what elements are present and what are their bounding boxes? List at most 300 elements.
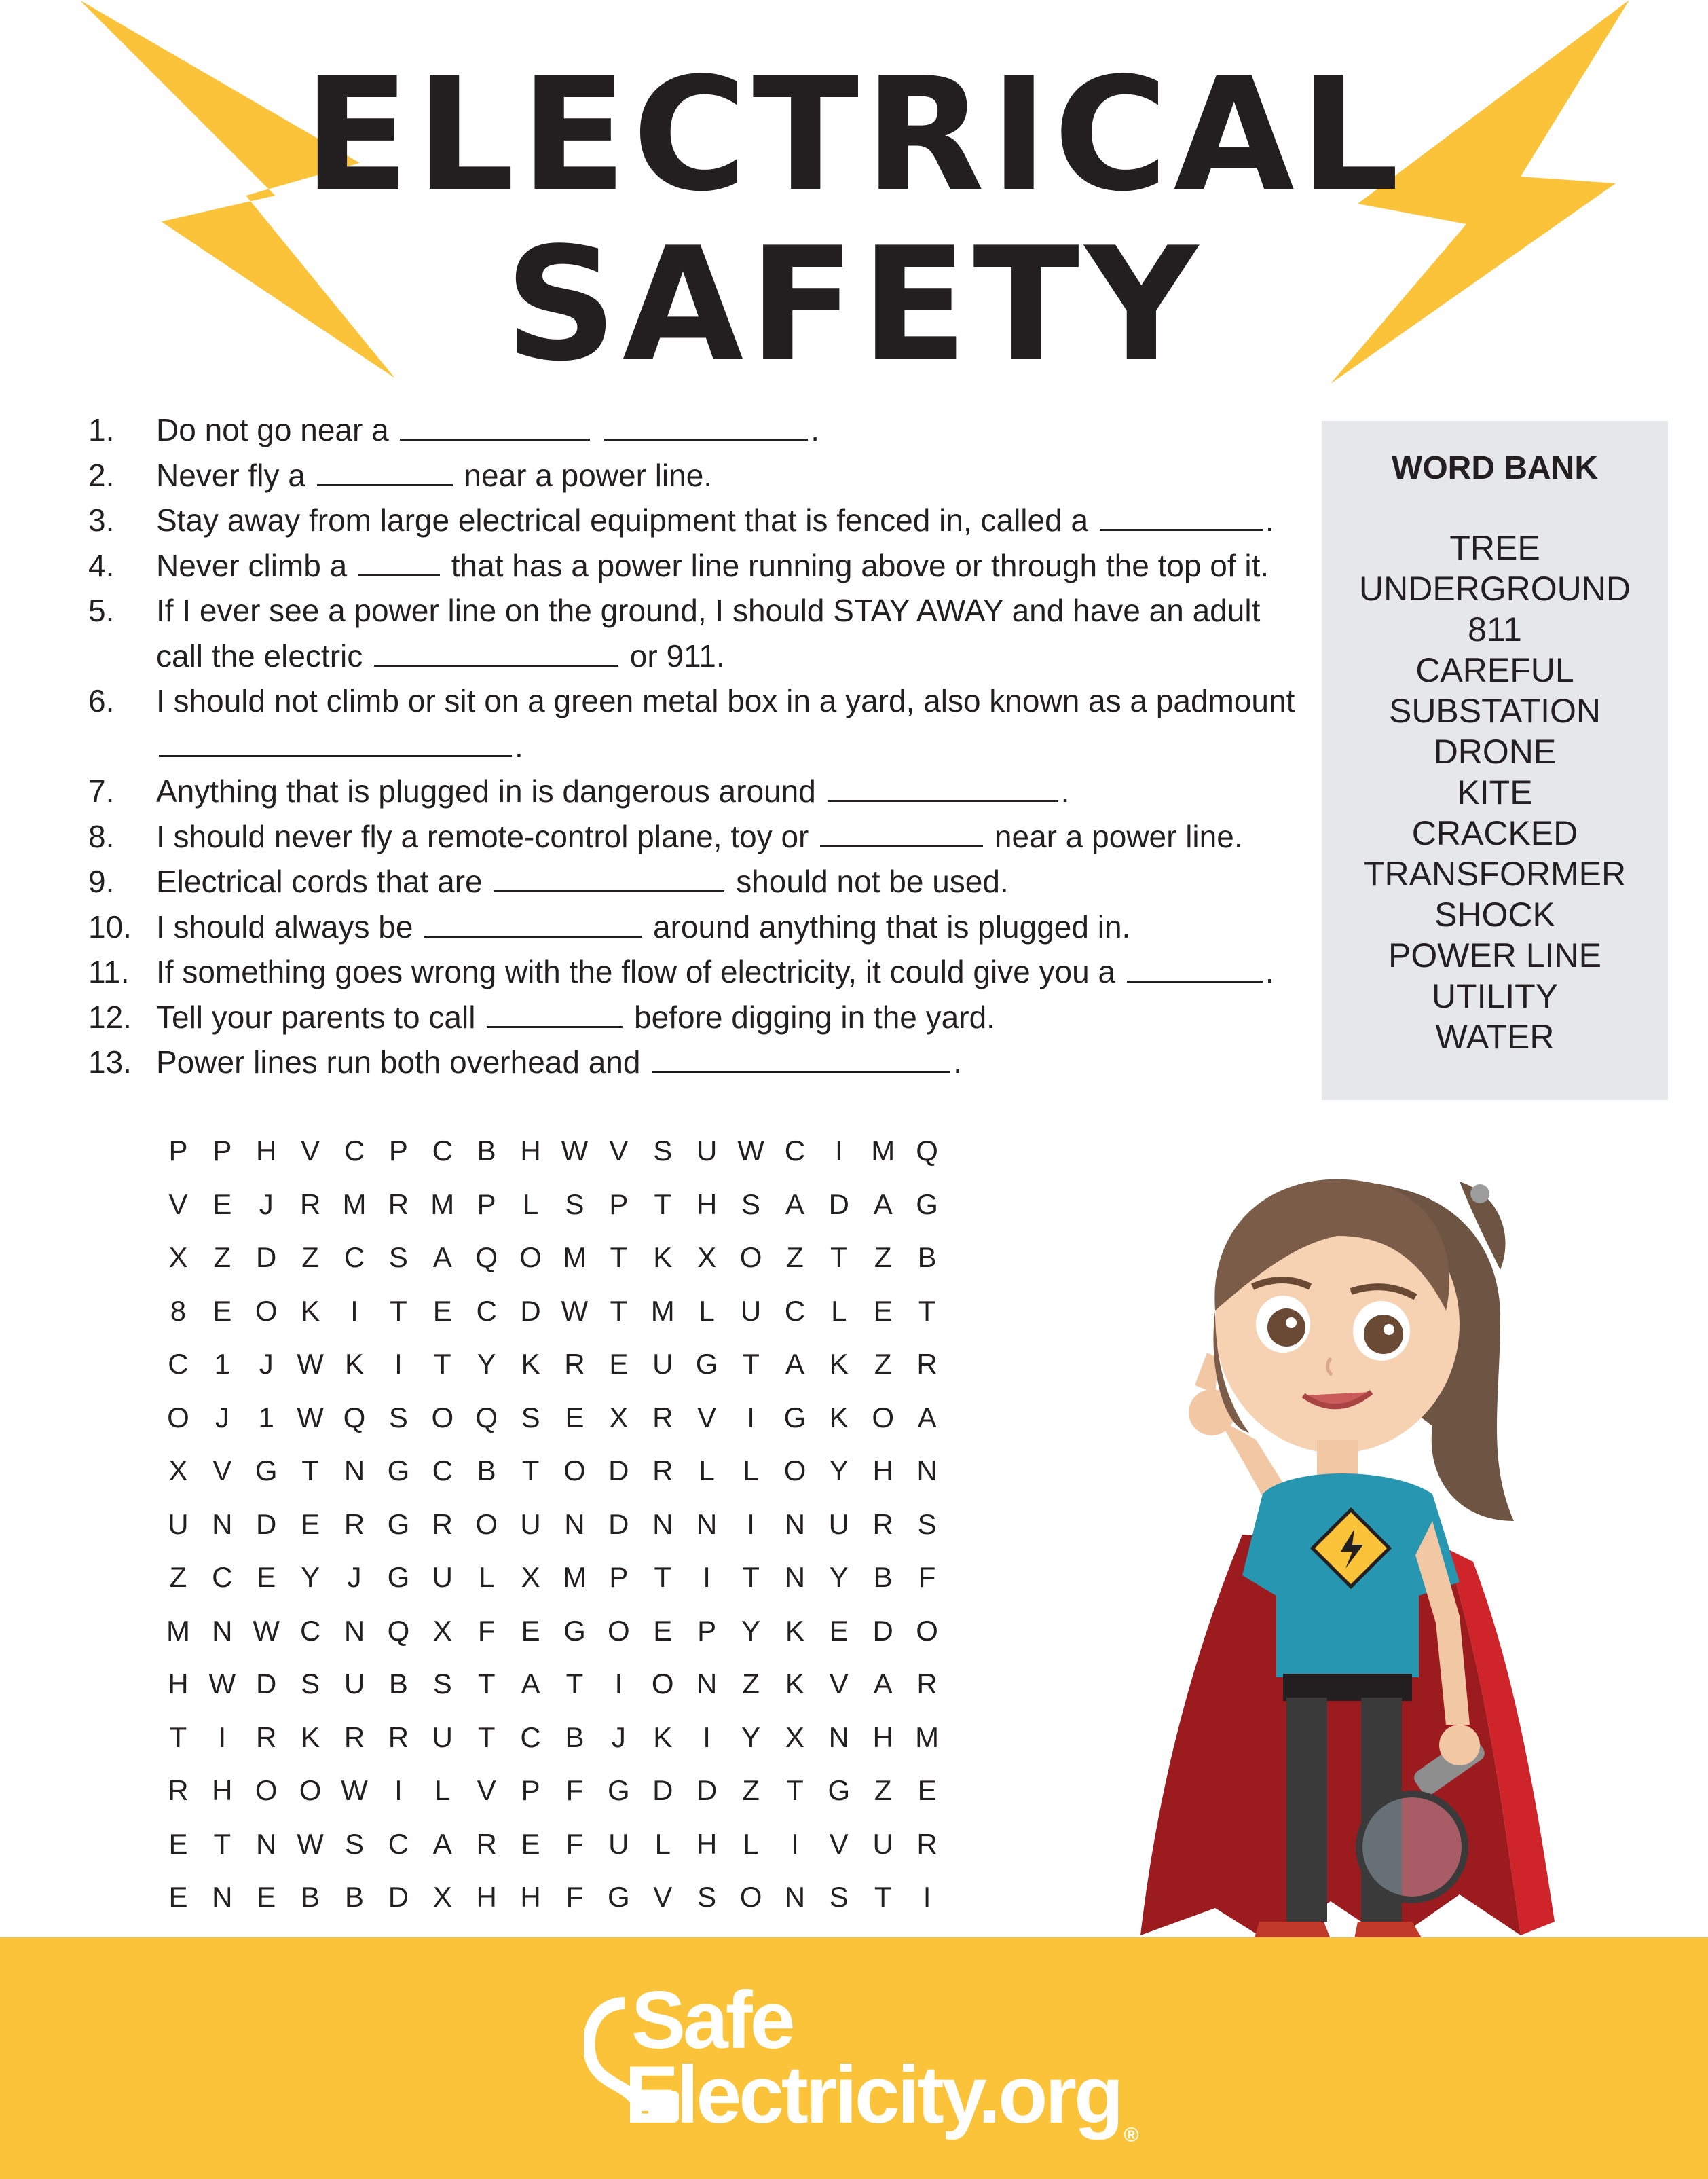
grid-letter[interactable]: Q <box>475 1241 498 1273</box>
answer-blank[interactable] <box>820 818 983 847</box>
grid-letter[interactable]: U <box>432 1561 453 1593</box>
grid-letter[interactable]: T <box>918 1294 936 1327</box>
grid-letter[interactable]: S <box>653 1135 673 1167</box>
grid-letter[interactable]: K <box>653 1241 673 1273</box>
grid-letter[interactable]: W <box>561 1135 589 1167</box>
grid-letter[interactable]: U <box>168 1507 189 1540</box>
grid-letter[interactable]: Z <box>742 1668 760 1700</box>
grid-letter[interactable]: S <box>388 1401 408 1433</box>
grid-letter[interactable]: N <box>344 1614 365 1647</box>
grid-letter[interactable]: C <box>784 1135 806 1167</box>
grid-letter[interactable]: I <box>394 1774 403 1806</box>
grid-letter[interactable]: D <box>256 1507 277 1540</box>
grid-letter[interactable]: H <box>212 1774 233 1806</box>
grid-letter[interactable]: P <box>609 1188 629 1220</box>
grid-letter[interactable]: A <box>873 1668 893 1700</box>
grid-letter[interactable]: T <box>213 1827 231 1860</box>
grid-letter[interactable]: I <box>218 1721 227 1753</box>
grid-row <box>156 1448 949 1502</box>
grid-letter[interactable]: K <box>785 1614 804 1647</box>
grid-letter[interactable]: S <box>697 1881 717 1913</box>
grid-letter[interactable]: N <box>784 1561 806 1593</box>
grid-letter[interactable]: N <box>696 1507 718 1540</box>
grid-letter[interactable]: S <box>917 1507 937 1540</box>
grid-letter[interactable]: R <box>344 1507 365 1540</box>
grid-letter[interactable]: X <box>432 1614 452 1647</box>
grid-letter[interactable]: M <box>871 1135 895 1167</box>
grid-letter[interactable]: T <box>169 1721 187 1753</box>
grid-letter[interactable]: O <box>519 1241 542 1273</box>
grid-letter[interactable]: K <box>785 1668 804 1700</box>
grid-letter[interactable]: B <box>917 1241 937 1273</box>
grid-letter[interactable]: O <box>563 1454 586 1486</box>
grid-letter[interactable]: Y <box>829 1561 849 1593</box>
grid-letter[interactable]: E <box>257 1561 276 1593</box>
grid-letter[interactable]: T <box>565 1668 584 1700</box>
grid-letter[interactable]: E <box>917 1774 937 1806</box>
question-text: Never climb a that has a power line running above or through the top of it. <box>156 547 1269 583</box>
grid-letter[interactable]: C <box>432 1454 453 1486</box>
answer-blank[interactable] <box>494 863 724 892</box>
grid-letter[interactable]: C <box>212 1561 233 1593</box>
grid-letter[interactable]: N <box>784 1507 806 1540</box>
grid-letter[interactable]: I <box>747 1507 755 1540</box>
grid-letter[interactable]: S <box>521 1401 540 1433</box>
grid-letter[interactable]: O <box>299 1774 322 1806</box>
grid-letter[interactable]: C <box>784 1294 806 1327</box>
grid-letter[interactable]: C <box>520 1721 541 1753</box>
grid-letter[interactable]: O <box>739 1881 762 1913</box>
grid-letter[interactable]: G <box>828 1774 851 1806</box>
grid-letter[interactable]: G <box>387 1507 410 1540</box>
grid-letter[interactable]: T <box>654 1561 672 1593</box>
grid-letter[interactable]: I <box>703 1561 711 1593</box>
grid-letter[interactable]: B <box>345 1881 365 1913</box>
question-text: If something goes wrong with the flow of electricity, it could give you a . <box>156 954 1274 989</box>
grid-letter[interactable]: X <box>432 1881 452 1913</box>
question-number: 11. <box>88 954 130 989</box>
grid-letter[interactable]: B <box>388 1668 408 1700</box>
answer-blank[interactable] <box>1100 502 1263 531</box>
grid-letter[interactable]: L <box>699 1294 715 1327</box>
answer-blank[interactable] <box>1127 953 1263 983</box>
grid-letter[interactable]: N <box>652 1507 673 1540</box>
grid-letter[interactable]: J <box>259 1348 274 1380</box>
grid-letter[interactable]: H <box>520 1881 541 1913</box>
grid-letter[interactable]: C <box>432 1135 453 1167</box>
question-item <box>88 543 1310 589</box>
grid-letter[interactable]: T <box>742 1348 760 1380</box>
question-number: 5. <box>88 593 115 628</box>
grid-letter[interactable]: G <box>255 1454 278 1486</box>
grid-letter[interactable]: L <box>654 1827 671 1860</box>
grid-letter[interactable]: I <box>614 1668 623 1700</box>
answer-blank[interactable] <box>604 411 808 441</box>
grid-letter[interactable]: N <box>212 1507 233 1540</box>
grid-letter[interactable]: O <box>167 1401 189 1433</box>
word-search-grid <box>156 1129 949 1928</box>
grid-letter[interactable]: H <box>696 1827 718 1860</box>
answer-blank[interactable] <box>424 909 642 938</box>
grid-letter[interactable]: T <box>521 1454 540 1486</box>
grid-letter[interactable]: U <box>520 1507 541 1540</box>
grid-letter[interactable]: V <box>653 1881 673 1913</box>
grid-letter[interactable]: A <box>873 1188 893 1220</box>
grid-letter[interactable]: P <box>212 1135 232 1167</box>
grid-letter[interactable]: D <box>388 1881 409 1913</box>
grid-letter[interactable]: R <box>916 1668 937 1700</box>
grid-letter[interactable]: Z <box>169 1561 187 1593</box>
grid-letter[interactable]: T <box>786 1774 804 1806</box>
grid-letter[interactable]: G <box>563 1614 586 1647</box>
grid-letter[interactable]: A <box>432 1827 452 1860</box>
grid-letter[interactable]: Y <box>741 1614 761 1647</box>
grid-letter[interactable]: E <box>873 1294 893 1327</box>
grid-letter[interactable]: I <box>747 1401 755 1433</box>
grid-letter[interactable]: L <box>743 1454 759 1486</box>
grid-letter[interactable]: E <box>212 1294 232 1327</box>
grid-letter[interactable]: Y <box>829 1454 849 1486</box>
grid-letter[interactable]: Z <box>874 1348 892 1380</box>
grid-letter[interactable]: M <box>915 1721 940 1753</box>
grid-letter[interactable]: Z <box>301 1241 319 1273</box>
grid-letter[interactable]: N <box>212 1614 233 1647</box>
grid-letter[interactable]: N <box>696 1668 718 1700</box>
grid-letter[interactable]: V <box>477 1774 496 1806</box>
grid-letter[interactable]: G <box>783 1401 806 1433</box>
grid-letter[interactable]: H <box>476 1881 497 1913</box>
grid-letter[interactable]: G <box>916 1188 938 1220</box>
grid-letter[interactable]: Q <box>916 1135 938 1167</box>
grid-letter[interactable]: S <box>432 1668 452 1700</box>
grid-letter[interactable]: 8 <box>170 1294 187 1327</box>
grid-letter[interactable]: K <box>301 1721 320 1753</box>
grid-letter[interactable]: H <box>872 1721 893 1753</box>
grid-letter[interactable]: N <box>916 1454 937 1486</box>
grid-letter[interactable]: H <box>872 1454 893 1486</box>
grid-letter[interactable]: T <box>654 1188 672 1220</box>
grid-letter[interactable]: O <box>255 1294 278 1327</box>
grid-letter[interactable]: A <box>432 1241 452 1273</box>
answer-blank[interactable] <box>487 999 623 1028</box>
grid-letter[interactable]: D <box>828 1188 849 1220</box>
grid-letter[interactable]: S <box>345 1827 365 1860</box>
grid-letter[interactable]: H <box>520 1135 541 1167</box>
grid-letter[interactable]: Q <box>475 1401 498 1433</box>
grid-letter[interactable]: E <box>301 1507 320 1540</box>
grid-letter[interactable]: X <box>609 1401 629 1433</box>
grid-letter[interactable]: I <box>703 1721 711 1753</box>
grid-letter[interactable]: W <box>341 1774 368 1806</box>
grid-letter[interactable]: T <box>301 1454 319 1486</box>
answer-blank[interactable] <box>358 547 440 576</box>
grid-letter[interactable]: P <box>609 1561 629 1593</box>
grid-letter[interactable]: 1 <box>258 1401 274 1433</box>
grid-letter[interactable]: R <box>652 1401 673 1433</box>
grid-letter[interactable]: Q <box>343 1401 366 1433</box>
grid-letter[interactable]: U <box>828 1507 849 1540</box>
grid-letter[interactable]: G <box>695 1348 718 1380</box>
grid-letter[interactable]: A <box>917 1401 937 1433</box>
grid-letter[interactable]: I <box>923 1881 931 1913</box>
grid-letter[interactable]: M <box>650 1294 675 1327</box>
grid-letter[interactable]: R <box>168 1774 189 1806</box>
word-bank-item: UTILITY <box>1431 977 1559 1015</box>
grid-letter[interactable]: W <box>297 1827 324 1860</box>
grid-letter[interactable]: Y <box>477 1348 496 1380</box>
grid-letter[interactable]: M <box>166 1614 190 1647</box>
grid-letter[interactable]: C <box>476 1294 497 1327</box>
grid-letter[interactable]: R <box>564 1348 585 1380</box>
grid-letter[interactable]: R <box>872 1507 893 1540</box>
grid-letter[interactable]: G <box>608 1881 630 1913</box>
grid-letter[interactable]: U <box>344 1668 365 1700</box>
grid-row <box>156 1715 949 1769</box>
grid-letter[interactable]: K <box>829 1348 849 1380</box>
grid-letter[interactable]: Z <box>874 1241 892 1273</box>
grid-letter[interactable]: I <box>791 1827 799 1860</box>
grid-letter[interactable]: R <box>476 1827 497 1860</box>
grid-letter[interactable]: R <box>299 1188 321 1220</box>
grid-letter[interactable]: S <box>741 1188 761 1220</box>
grid-letter[interactable]: B <box>873 1561 893 1593</box>
question-text: If I ever see a power line on the ground, I should STAY AWAY and have an adult call the electric or 911. <box>156 593 1261 674</box>
grid-letter[interactable]: E <box>257 1881 276 1913</box>
grid-letter[interactable]: T <box>477 1721 496 1753</box>
grid-letter[interactable]: C <box>344 1241 365 1273</box>
grid-letter[interactable]: G <box>608 1774 630 1806</box>
grid-letter[interactable]: T <box>610 1294 628 1327</box>
grid-letter[interactable]: T <box>390 1294 407 1327</box>
grid-letter[interactable]: D <box>520 1294 541 1327</box>
grid-letter[interactable]: T <box>742 1561 760 1593</box>
grid-letter[interactable]: T <box>610 1241 628 1273</box>
grid-letter[interactable]: D <box>608 1454 629 1486</box>
grid-letter[interactable]: G <box>387 1454 410 1486</box>
answer-blank[interactable] <box>400 411 590 441</box>
grid-letter[interactable]: N <box>212 1881 233 1913</box>
grid-letter[interactable]: F <box>565 1827 584 1860</box>
grid-letter[interactable]: W <box>737 1135 764 1167</box>
grid-letter[interactable]: X <box>168 1454 188 1486</box>
grid-letter[interactable]: V <box>829 1827 849 1860</box>
grid-letter[interactable]: D <box>256 1668 277 1700</box>
grid-letter[interactable]: S <box>829 1881 849 1913</box>
grid-letter[interactable]: E <box>609 1348 629 1380</box>
grid-letter[interactable]: O <box>608 1614 630 1647</box>
grid-letter[interactable]: L <box>434 1774 451 1806</box>
grid-letter[interactable]: L <box>522 1188 539 1220</box>
grid-letter[interactable]: O <box>872 1401 895 1433</box>
grid-letter[interactable]: J <box>215 1401 229 1433</box>
grid-letter[interactable]: O <box>431 1401 454 1433</box>
answer-blank[interactable] <box>828 773 1058 802</box>
grid-letter[interactable]: 1 <box>214 1348 231 1380</box>
grid-letter[interactable]: U <box>652 1348 673 1380</box>
grid-letter[interactable]: O <box>916 1614 938 1647</box>
grid-letter[interactable]: C <box>299 1614 321 1647</box>
grid-letter[interactable]: K <box>345 1348 365 1380</box>
grid-letter[interactable]: H <box>696 1188 718 1220</box>
grid-letter[interactable]: M <box>562 1241 587 1273</box>
grid-letter[interactable]: E <box>432 1294 452 1327</box>
grid-letter[interactable]: M <box>430 1188 455 1220</box>
grid-letter[interactable]: R <box>916 1348 937 1380</box>
grid-letter[interactable]: I <box>834 1135 843 1167</box>
grid-letter[interactable]: K <box>829 1401 849 1433</box>
grid-letter[interactable]: W <box>253 1614 280 1647</box>
grid-letter[interactable]: S <box>565 1188 584 1220</box>
grid-letter[interactable]: D <box>696 1774 718 1806</box>
grid-letter[interactable]: F <box>477 1614 496 1647</box>
grid-letter[interactable]: V <box>609 1135 629 1167</box>
grid-letter[interactable]: K <box>301 1294 320 1327</box>
grid-letter[interactable]: F <box>565 1774 584 1806</box>
grid-letter[interactable]: C <box>388 1827 409 1860</box>
grid-letter[interactable]: E <box>168 1881 188 1913</box>
grid-letter[interactable]: P <box>697 1614 717 1647</box>
grid-letter[interactable]: O <box>739 1241 762 1273</box>
grid-letter[interactable]: Z <box>786 1241 804 1273</box>
grid-letter[interactable]: L <box>831 1294 847 1327</box>
grid-letter[interactable]: D <box>872 1614 893 1647</box>
grid-letter[interactable]: L <box>479 1561 495 1593</box>
grid-letter[interactable]: J <box>611 1721 626 1753</box>
grid-letter[interactable]: E <box>829 1614 849 1647</box>
grid-letter[interactable]: U <box>872 1827 893 1860</box>
grid-letter[interactable]: Y <box>301 1561 320 1593</box>
grid-letter[interactable]: A <box>785 1188 804 1220</box>
grid-letter[interactable]: E <box>521 1827 540 1860</box>
grid-letter[interactable]: H <box>168 1668 189 1700</box>
grid-letter[interactable]: N <box>828 1721 849 1753</box>
grid-letter[interactable]: B <box>565 1721 584 1753</box>
grid-letter[interactable]: X <box>521 1561 540 1593</box>
grid-letter[interactable]: F <box>918 1561 936 1593</box>
grid-letter[interactable]: V <box>829 1668 849 1700</box>
grid-letter[interactable]: Z <box>874 1774 892 1806</box>
grid-letter[interactable]: C <box>344 1135 365 1167</box>
grid-letter[interactable]: O <box>651 1668 674 1700</box>
grid-letter[interactable]: J <box>259 1188 274 1220</box>
grid-letter[interactable]: U <box>696 1135 718 1167</box>
word-bank-item: SUBSTATION <box>1388 692 1601 730</box>
grid-letter[interactable]: J <box>347 1561 362 1593</box>
grid-letter[interactable]: U <box>608 1827 629 1860</box>
grid-letter[interactable]: X <box>697 1241 717 1273</box>
grid-letter[interactable]: X <box>785 1721 804 1753</box>
grid-letter[interactable]: P <box>168 1135 188 1167</box>
grid-letter[interactable]: V <box>168 1188 188 1220</box>
grid-letter[interactable]: N <box>256 1827 277 1860</box>
grid-letter[interactable]: D <box>256 1241 277 1273</box>
grid-letter[interactable]: B <box>477 1454 496 1486</box>
question-text: Power lines run both overhead and . <box>156 1044 963 1080</box>
grid-letter[interactable]: N <box>344 1454 365 1486</box>
grid-letter[interactable]: D <box>652 1774 673 1806</box>
grid-letter[interactable]: G <box>387 1561 410 1593</box>
grid-letter[interactable]: P <box>388 1135 408 1167</box>
grid-letter[interactable]: K <box>653 1721 673 1753</box>
grid-letter[interactable]: B <box>301 1881 320 1913</box>
grid-letter[interactable]: W <box>297 1348 324 1380</box>
grid-letter[interactable]: T <box>433 1348 451 1380</box>
grid-letter[interactable]: V <box>697 1401 717 1433</box>
grid-letter[interactable]: W <box>208 1668 236 1700</box>
grid-letter[interactable]: N <box>564 1507 585 1540</box>
grid-letter[interactable]: F <box>565 1881 584 1913</box>
grid-letter[interactable]: B <box>477 1135 496 1167</box>
grid-letter[interactable]: X <box>168 1241 188 1273</box>
grid-letter[interactable]: R <box>344 1721 365 1753</box>
grid-letter[interactable]: W <box>297 1401 324 1433</box>
grid-letter[interactable]: O <box>255 1774 278 1806</box>
grid-letter[interactable]: R <box>256 1721 277 1753</box>
grid-letter[interactable]: I <box>394 1348 403 1380</box>
question-number: 8. <box>88 818 115 854</box>
grid-letter[interactable]: T <box>830 1241 848 1273</box>
grid-letter[interactable]: T <box>874 1881 892 1913</box>
grid-letter[interactable]: L <box>743 1827 759 1860</box>
grid-letter[interactable]: H <box>256 1135 277 1167</box>
grid-letter[interactable]: V <box>212 1454 232 1486</box>
grid-letter[interactable]: Z <box>213 1241 231 1273</box>
grid-letter[interactable]: R <box>388 1721 409 1753</box>
grid-letter[interactable]: L <box>699 1454 715 1486</box>
grid-letter[interactable]: P <box>477 1188 496 1220</box>
grid-letter[interactable]: U <box>432 1721 453 1753</box>
grid-letter[interactable]: A <box>521 1668 540 1700</box>
grid-letter[interactable]: W <box>561 1294 589 1327</box>
registered-mark: ® <box>1124 2124 1136 2146</box>
grid-letter[interactable]: O <box>475 1507 498 1540</box>
answer-blank[interactable] <box>317 457 453 486</box>
grid-letter[interactable]: K <box>521 1348 540 1380</box>
grid-letter[interactable]: S <box>388 1241 408 1273</box>
grid-letter[interactable]: V <box>301 1135 320 1167</box>
grid-letter[interactable]: E <box>521 1614 540 1647</box>
grid-letter[interactable]: E <box>565 1401 584 1433</box>
grid-letter[interactable]: Z <box>742 1774 760 1806</box>
safe-electricity-logo[interactable] <box>584 1976 1195 2153</box>
grid-letter[interactable]: O <box>783 1454 806 1486</box>
grid-letter[interactable]: R <box>916 1827 937 1860</box>
question-item <box>88 498 1310 543</box>
answer-blank[interactable] <box>159 728 512 757</box>
grid-letter[interactable]: C <box>168 1348 189 1380</box>
grid-letter[interactable]: Q <box>387 1614 410 1647</box>
grid-letter[interactable]: A <box>785 1348 804 1380</box>
grid-letter[interactable]: I <box>350 1294 358 1327</box>
grid-letter[interactable]: D <box>608 1507 629 1540</box>
grid-letter[interactable]: R <box>432 1507 453 1540</box>
grid-letter[interactable]: U <box>740 1294 762 1327</box>
grid-letter[interactable]: T <box>477 1668 496 1700</box>
grid-letter[interactable]: N <box>784 1881 806 1913</box>
grid-letter[interactable]: Y <box>741 1721 761 1753</box>
grid-letter[interactable]: E <box>168 1827 188 1860</box>
answer-blank[interactable] <box>374 638 618 667</box>
grid-letter[interactable]: E <box>653 1614 673 1647</box>
grid-letter[interactable]: R <box>652 1454 673 1486</box>
grid-letter[interactable]: P <box>521 1774 540 1806</box>
grid-letter[interactable]: S <box>301 1668 320 1700</box>
grid-letter[interactable]: R <box>388 1188 409 1220</box>
grid-letter[interactable]: M <box>342 1188 367 1220</box>
answer-blank[interactable] <box>652 1044 950 1073</box>
grid-letter[interactable]: E <box>212 1188 232 1220</box>
grid-letter[interactable]: M <box>562 1561 587 1593</box>
